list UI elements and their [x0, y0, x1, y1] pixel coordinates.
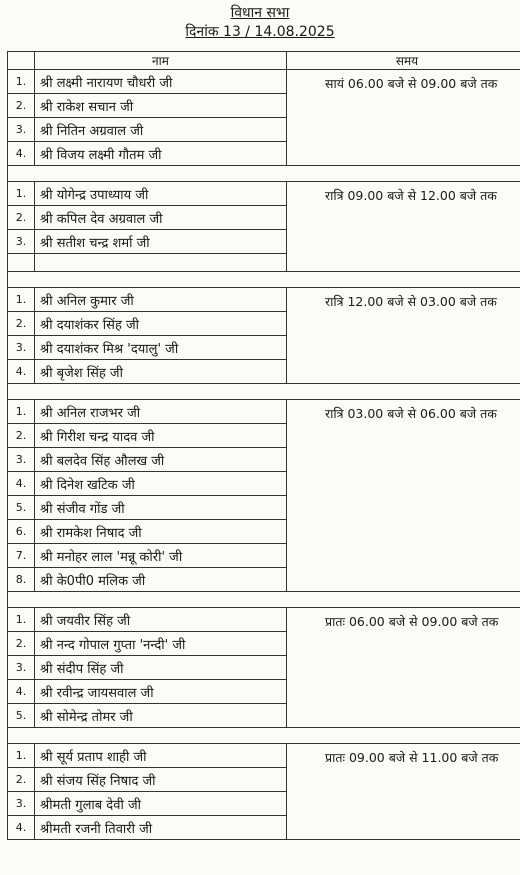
serial-number: 4.: [8, 680, 35, 704]
serial-number: 1.: [8, 182, 35, 206]
serial-number: 2.: [8, 424, 35, 448]
separator-cell: [8, 728, 520, 744]
empty-cell: [35, 254, 287, 272]
serial-number: 8.: [8, 568, 35, 592]
member-name: श्री संजीव गोंड जी: [35, 496, 287, 520]
member-name: श्री सूर्य प्रताप शाही जी: [35, 744, 287, 768]
member-name: श्री विजय लक्ष्मी गौतम जी: [35, 142, 287, 166]
time-slot: रात्रि 03.00 बजे से 06.00 बजे तक: [287, 400, 520, 592]
member-name: श्रीमती गुलाब देवी जी: [35, 792, 287, 816]
serial-number: 5.: [8, 704, 35, 728]
serial-number: 4.: [8, 142, 35, 166]
table-row: [8, 400, 520, 424]
member-name: श्री संदीप सिंह जी: [35, 656, 287, 680]
serial-number: 4.: [8, 360, 35, 384]
duty-roster-table: [7, 51, 520, 840]
time-slot: रात्रि 09.00 बजे से 12.00 बजे तक: [287, 182, 520, 272]
serial-number: 3.: [8, 656, 35, 680]
member-name: श्री राकेश सचान जी: [35, 94, 287, 118]
table-row: [8, 608, 520, 632]
serial-number: 1.: [8, 608, 35, 632]
serial-number: 3.: [8, 448, 35, 472]
serial-number: 2.: [8, 312, 35, 336]
serial-number: 3.: [8, 792, 35, 816]
header-cell-number: [8, 52, 35, 70]
member-name: श्री बलदेव सिंह औलख जी: [35, 448, 287, 472]
member-name: श्री संजय सिंह निषाद जी: [35, 768, 287, 792]
page-title: विधान सभा: [230, 5, 290, 21]
serial-number: 2.: [8, 94, 35, 118]
serial-number: 4.: [8, 472, 35, 496]
time-slot: सायं 06.00 बजे से 09.00 बजे तक: [287, 70, 520, 166]
member-name: श्री रामकेश निषाद जी: [35, 520, 287, 544]
serial-number: 7.: [8, 544, 35, 568]
member-name: श्री दयाशंकर सिंह जी: [35, 312, 287, 336]
member-name: श्री रवीन्द्र जायसवाल जी: [35, 680, 287, 704]
serial-number: 1.: [8, 70, 35, 94]
date-line: दिनांक 13 / 14.08.2025: [185, 24, 335, 40]
member-name: श्री जयवीर सिंह जी: [35, 608, 287, 632]
member-name: श्री अनिल कुमार जी: [35, 288, 287, 312]
member-name: श्री नन्द गोपाल गुप्ता 'नन्दी' जी: [35, 632, 287, 656]
time-slot: प्रातः 09.00 बजे से 11.00 बजे तक: [287, 744, 520, 840]
group-separator-row: [8, 272, 520, 288]
serial-number: 2.: [8, 632, 35, 656]
member-name: श्रीमती रजनी तिवारी जी: [35, 816, 287, 840]
member-name: श्री नितिन अग्रवाल जी: [35, 118, 287, 142]
member-name: श्री कपिल देव अग्रवाल जी: [35, 206, 287, 230]
serial-number: 4.: [8, 816, 35, 840]
member-name: श्री के0पी0 मलिक जी: [35, 568, 287, 592]
serial-number: 5.: [8, 496, 35, 520]
serial-number: 1.: [8, 288, 35, 312]
group-separator-row: [8, 166, 520, 182]
serial-number: 3.: [8, 336, 35, 360]
separator-cell: [8, 592, 520, 608]
serial-number: 1.: [8, 400, 35, 424]
separator-cell: [8, 384, 520, 400]
serial-number: 1.: [8, 744, 35, 768]
serial-number: 3.: [8, 118, 35, 142]
member-name: श्री अनिल राजभर जी: [35, 400, 287, 424]
serial-number: 2.: [8, 768, 35, 792]
member-name: श्री गिरीश चन्द्र यादव जी: [35, 424, 287, 448]
header-cell-time: समय: [287, 52, 520, 70]
table-row: [8, 744, 520, 768]
member-name: श्री सोमेन्द्र तोमर जी: [35, 704, 287, 728]
table-body: [8, 70, 520, 840]
member-name: श्री मनोहर लाल 'मन्नू कोरी' जी: [35, 544, 287, 568]
separator-cell: [8, 166, 520, 182]
group-separator-row: [8, 384, 520, 400]
table-row: [8, 182, 520, 206]
member-name: श्री सतीश चन्द्र शर्मा जी: [35, 230, 287, 254]
time-slot: रात्रि 12.00 बजे से 03.00 बजे तक: [287, 288, 520, 384]
group-separator-row: [8, 592, 520, 608]
serial-number: 3.: [8, 230, 35, 254]
serial-number: 6.: [8, 520, 35, 544]
table-header-row: [8, 52, 520, 70]
separator-cell: [8, 272, 520, 288]
table-row: [8, 70, 520, 94]
group-separator-row: [8, 728, 520, 744]
header-cell-name: नाम: [35, 52, 287, 70]
member-name: श्री दिनेश खटिक जी: [35, 472, 287, 496]
table-row: [8, 288, 520, 312]
member-name: श्री लक्ष्मी नारायण चौधरी जी: [35, 70, 287, 94]
member-name: श्री दयाशंकर मिश्र 'दयालु' जी: [35, 336, 287, 360]
member-name: श्री योगेन्द्र उपाध्याय जी: [35, 182, 287, 206]
time-slot: प्रातः 06.00 बजे से 09.00 बजे तक: [287, 608, 520, 728]
serial-number: 2.: [8, 206, 35, 230]
member-name: श्री बृजेश सिंह जी: [35, 360, 287, 384]
empty-cell: [8, 254, 35, 272]
